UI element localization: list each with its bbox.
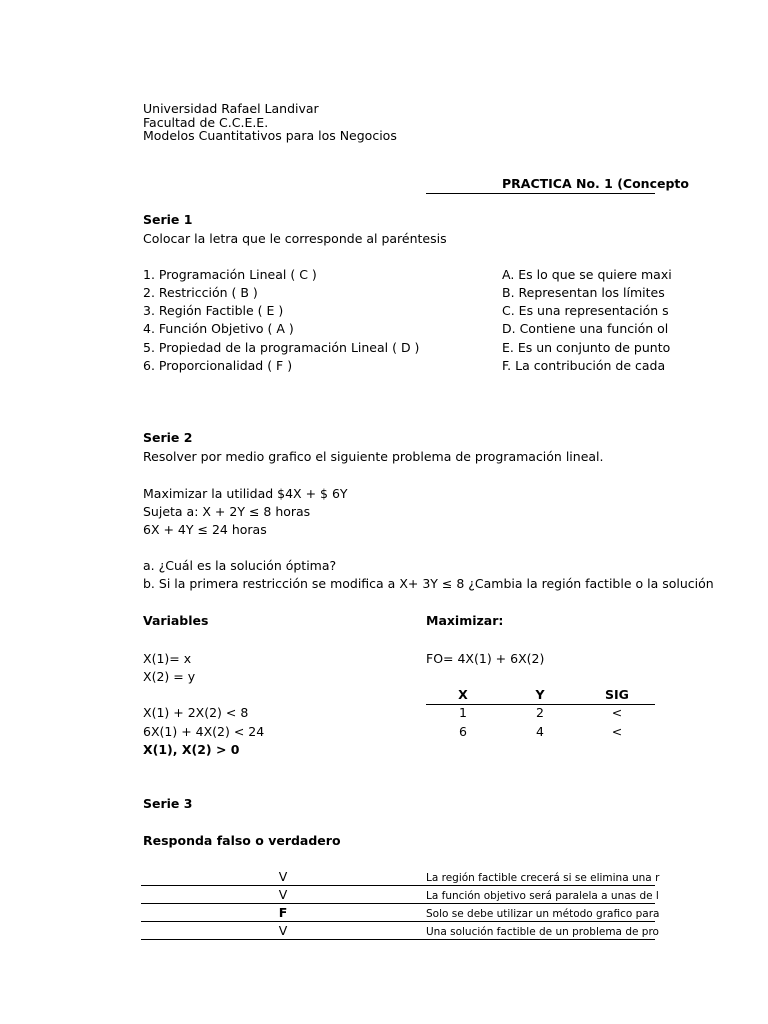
variable-x1: X(1)= x [143, 651, 192, 666]
tf-row-line [141, 885, 655, 886]
table-header-x: X [458, 687, 468, 702]
practice-title: PRACTICA No. 1 (Concepto [502, 176, 689, 191]
tf-row-line [141, 921, 655, 922]
course-name: Modelos Cuantitativos para los Negocios [143, 128, 397, 143]
question-a: a. ¿Cuál es la solución óptima? [143, 558, 337, 573]
serie1-title: Serie 1 [143, 212, 193, 227]
title-underline [426, 193, 655, 194]
serie1-instruction: Colocar la letra que le corresponde al paréntesis [143, 231, 447, 246]
tf-statement: Solo se debe utilizar un método grafico para [426, 908, 660, 920]
serie1-answer: E. Es un conjunto de punto [502, 340, 671, 355]
tf-row-line [141, 903, 655, 904]
constraint-nonnegativity: X(1), X(2) > 0 [143, 742, 240, 757]
table-cell: 2 [536, 705, 544, 720]
tf-answer: V [278, 869, 288, 884]
problem-constraint: 6X + 4Y ≤ 24 horas [143, 522, 267, 537]
serie3-title: Serie 3 [143, 796, 193, 811]
serie2-title: Serie 2 [143, 430, 193, 445]
serie2-instruction: Resolver por medio grafico el siguiente problema de programación lineal. [143, 449, 604, 464]
serie1-answer: A. Es lo que se quiere maxi [502, 267, 672, 282]
tf-statement: Una solución factible de un problema de pro [426, 926, 659, 938]
serie1-answer: C. Es una representación s [502, 303, 669, 318]
serie1-answer: D. Contiene una función ol [502, 321, 669, 336]
problem-constraint: Sujeta a: X + 2Y ≤ 8 horas [143, 504, 311, 519]
tf-statement: La función objetivo será paralela a unas de l [426, 890, 659, 902]
tf-row-line [141, 939, 655, 940]
tf-answer: F [278, 905, 288, 920]
table-cell: 4 [536, 724, 544, 739]
problem-objective: Maximizar la utilidad $4X + $ 6Y [143, 486, 348, 501]
table-cell: < [611, 724, 623, 739]
serie1-answer: B. Representan los límites [502, 285, 665, 300]
table-cell: 1 [459, 705, 467, 720]
serie3-instruction: Responda falso o verdadero [143, 833, 341, 848]
table-cell: < [611, 705, 623, 720]
serie1-item: 2. Restricción ( B ) [143, 285, 258, 300]
maximize-label: Maximizar: [426, 613, 504, 628]
tf-answer: V [278, 923, 288, 938]
faculty-name: Facultad de C.C.E.E. [143, 115, 269, 130]
table-header-y: Y [535, 687, 545, 702]
serie1-item: 5. Propiedad de la programación Lineal ( D ) [143, 340, 420, 355]
tf-statement: La región factible crecerá si se elimina una r [426, 872, 660, 884]
objective-function: FO= 4X(1) + 6X(2) [426, 651, 545, 666]
university-name: Universidad Rafael Landivar [143, 101, 319, 116]
variables-label: Variables [143, 613, 209, 628]
variable-x2: X(2) = y [143, 669, 196, 684]
serie1-item: 1. Programación Lineal ( C ) [143, 267, 317, 282]
serie1-item: 4. Función Objetivo ( A ) [143, 321, 294, 336]
serie1-answer: F. La contribución de cada [502, 358, 666, 373]
serie1-item: 6. Proporcionalidad ( F ) [143, 358, 293, 373]
table-header-sig: SIG [605, 687, 629, 702]
table-cell: 6 [459, 724, 467, 739]
tf-answer: V [278, 887, 288, 902]
constraint-1: X(1) + 2X(2) < 8 [143, 705, 249, 720]
question-b: b. Si la primera restricción se modifica a X+ 3Y ≤ 8 ¿Cambia la región factible o la solución [143, 576, 714, 591]
serie1-item: 3. Región Factible ( E ) [143, 303, 284, 318]
constraint-2: 6X(1) + 4X(2) < 24 [143, 724, 265, 739]
